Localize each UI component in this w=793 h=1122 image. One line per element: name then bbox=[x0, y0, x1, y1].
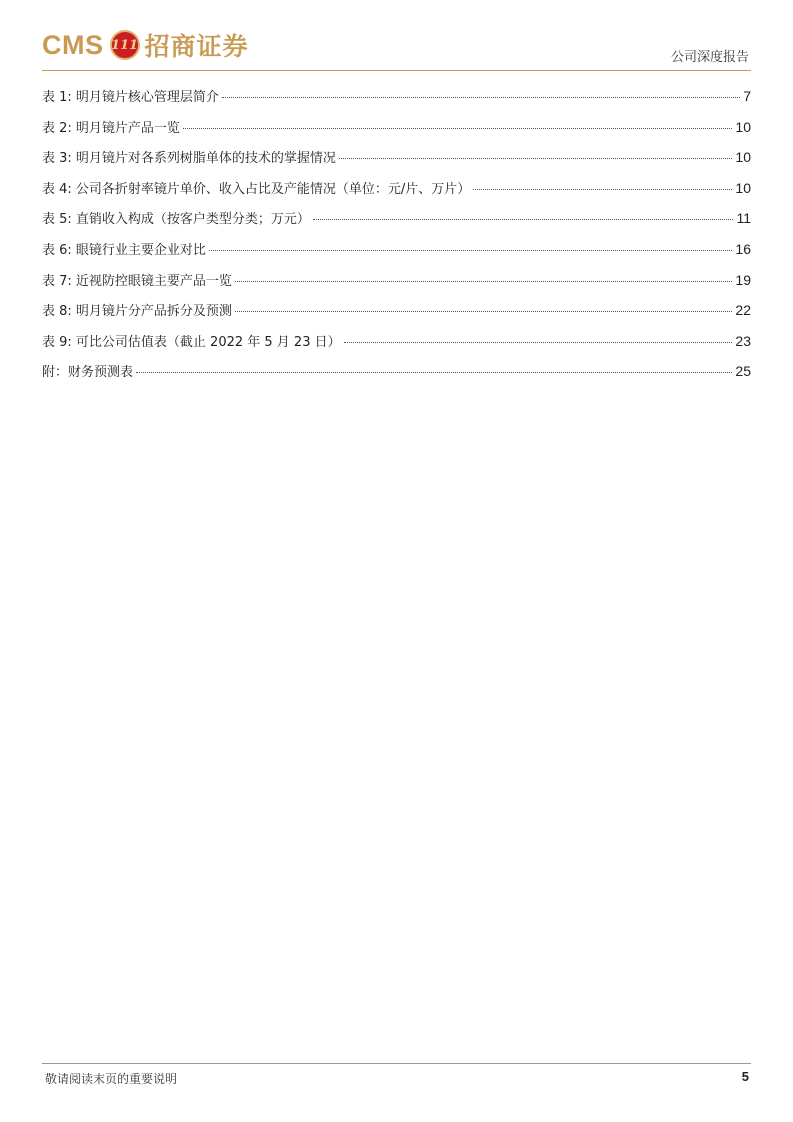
toc-entry-label[interactable]: 表 4: 公司各折射率镜片单价、收入占比及产能情况（单位：元/片、万片） bbox=[42, 181, 471, 197]
toc-entry-label[interactable]: 表 6: 眼镜行业主要企业对比 bbox=[42, 242, 206, 258]
toc-entry-page[interactable]: 16 bbox=[735, 240, 751, 257]
toc-dot-leader bbox=[313, 219, 734, 220]
logo-latin-text: CMS bbox=[42, 29, 104, 60]
toc-entry[interactable] bbox=[42, 300, 751, 331]
toc-dot-leader bbox=[235, 311, 733, 312]
toc-entry-page[interactable]: 23 bbox=[735, 332, 751, 349]
toc-entry-page[interactable]: 10 bbox=[735, 149, 751, 166]
toc-entry-page[interactable]: 11 bbox=[736, 210, 751, 227]
toc-entry-page[interactable]: 7 bbox=[743, 88, 751, 104]
toc-entry[interactable] bbox=[42, 86, 751, 117]
toc-entry-page[interactable]: 22 bbox=[735, 302, 751, 319]
toc-entry[interactable] bbox=[42, 147, 751, 178]
header-divider bbox=[42, 70, 751, 71]
toc-dot-leader bbox=[344, 342, 733, 343]
footer-divider bbox=[42, 1063, 751, 1064]
toc-entry[interactable] bbox=[42, 178, 751, 209]
toc-dot-leader bbox=[222, 97, 740, 98]
toc-dot-leader bbox=[235, 281, 733, 282]
toc-entry-label[interactable]: 表 9: 可比公司估值表（截止 2022 年 5 月 23 日） bbox=[42, 334, 341, 350]
toc-entry-label[interactable]: 附：财务预测表 bbox=[42, 365, 134, 381]
logo-chinese-text: 招商证券 bbox=[144, 32, 249, 61]
toc-entry-page[interactable]: 19 bbox=[735, 271, 751, 288]
toc-entry-label[interactable]: 表 3: 明月镜片对各系列树脂单体的技术的掌握情况 bbox=[42, 151, 336, 167]
toc-entry-label[interactable]: 表 5: 直销收入构成（按客户类型分类；万元） bbox=[42, 212, 310, 228]
toc-dot-leader bbox=[136, 372, 732, 373]
toc-entry[interactable] bbox=[42, 117, 751, 148]
logo-emblem-icon: 111 bbox=[110, 30, 140, 60]
toc-entry-label[interactable]: 表 2: 明月镜片产品一览 bbox=[42, 120, 180, 136]
toc-dot-leader bbox=[339, 158, 733, 159]
footer-page-number: 5 bbox=[741, 1069, 749, 1084]
toc-dot-leader bbox=[473, 189, 732, 190]
toc-entry[interactable] bbox=[42, 270, 751, 301]
toc-entry-page[interactable]: 25 bbox=[735, 363, 751, 380]
cms-logo bbox=[42, 28, 249, 62]
toc-entry-label[interactable]: 表 7: 近视防控眼镜主要产品一览 bbox=[42, 273, 232, 289]
footer-disclaimer: 敬请阅读末页的重要说明 bbox=[45, 1072, 178, 1086]
toc-dot-leader bbox=[183, 128, 733, 129]
toc-entry-label[interactable]: 表 1: 明月镜片核心管理层简介 bbox=[42, 90, 219, 105]
toc-entry-label[interactable]: 表 8: 明月镜片分产品拆分及预测 bbox=[42, 304, 232, 320]
toc-entry[interactable] bbox=[42, 208, 751, 239]
toc-entry-page[interactable]: 10 bbox=[735, 179, 751, 196]
report-type-label: 公司深度报告 bbox=[670, 50, 749, 65]
toc-entry[interactable] bbox=[42, 331, 751, 362]
toc-dot-leader bbox=[209, 250, 733, 251]
toc-entry-page[interactable]: 10 bbox=[735, 118, 751, 135]
toc-entry[interactable] bbox=[42, 361, 751, 392]
table-of-contents bbox=[42, 86, 751, 392]
toc-entry[interactable] bbox=[42, 239, 751, 270]
page-header bbox=[0, 0, 793, 72]
